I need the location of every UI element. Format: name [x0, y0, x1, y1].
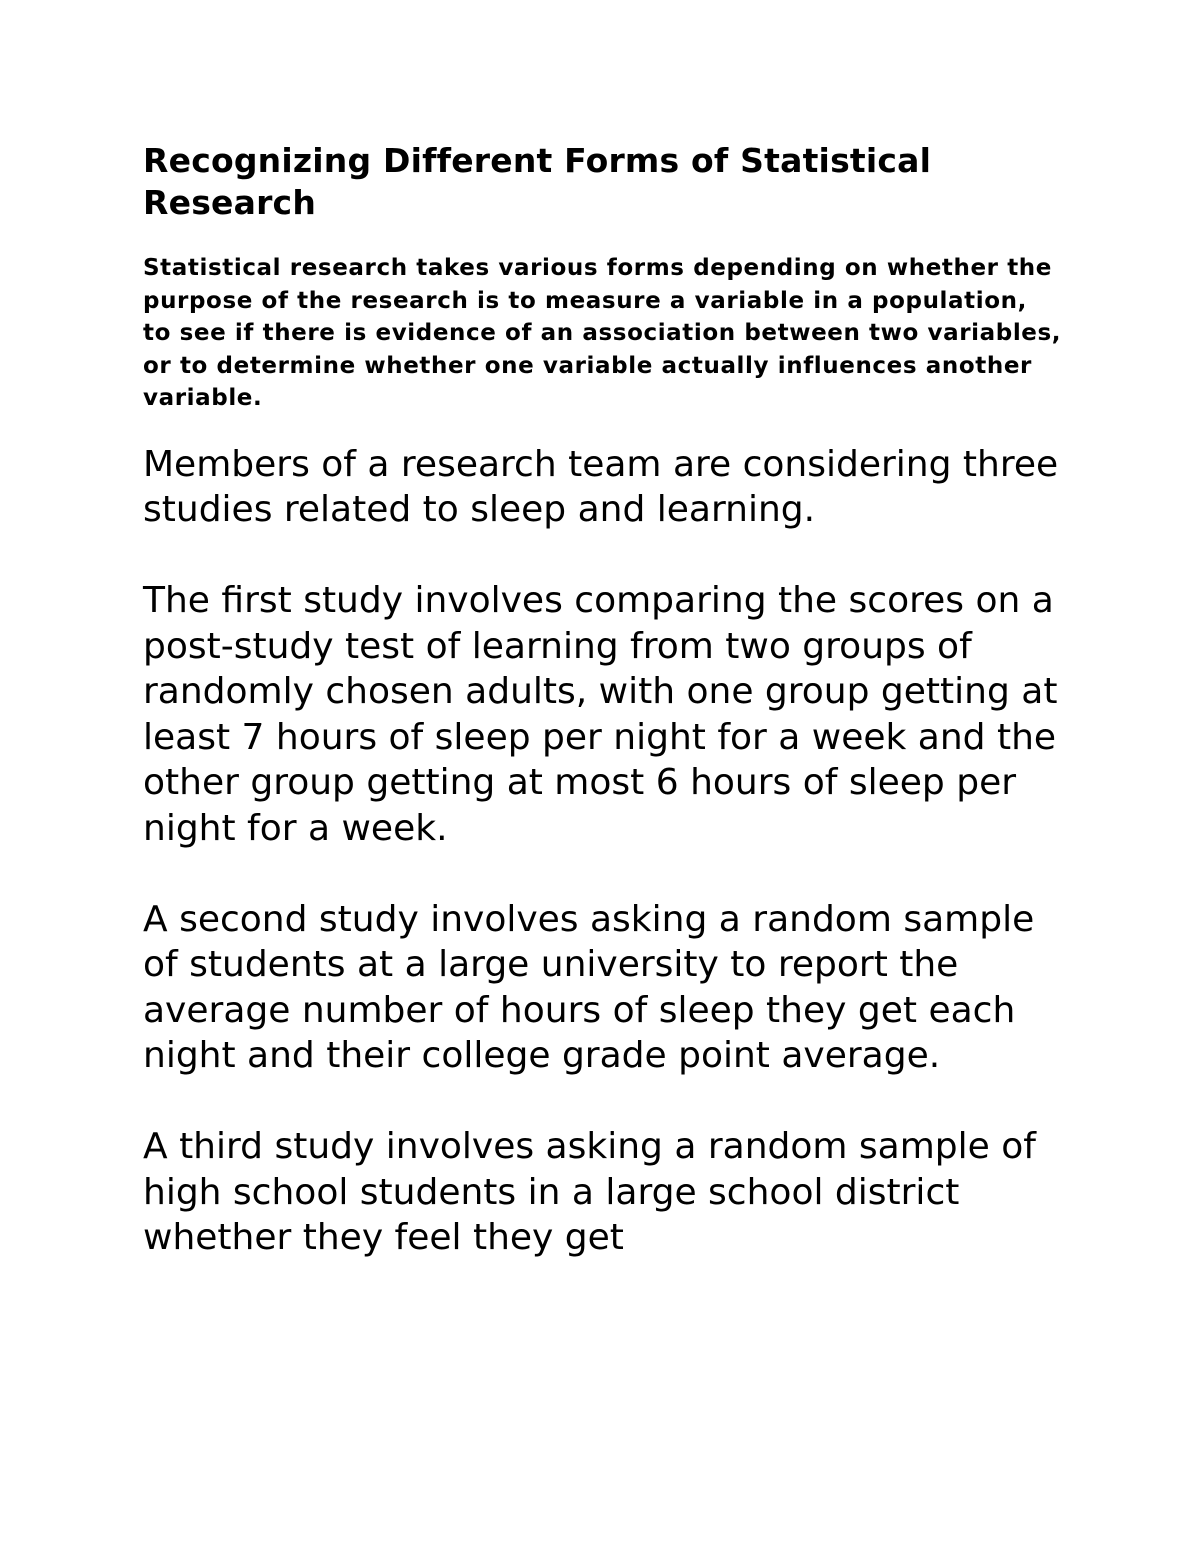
intro-paragraph: Statistical research takes various forms depending on whether the purpose of the research is to measure a variable in a population, to see if there is evidence of an association between two variables, or to determine whether one variable actually influences another variable. — [143, 255, 1062, 411]
paragraph-second-study: A second study involves asking a random sample of students at a large university to report the average number of hours of sleep they get each night and their college grade point average. — [143, 898, 1035, 1076]
document-title: Recognizing Different Forms of Statistical Research — [143, 141, 932, 222]
paragraph-research-team: Members of a research team are considering three studies related to sleep and learning. — [143, 443, 1059, 530]
document-content — [143, 140, 1063, 1261]
paragraph-third-study: A third study involves asking a random sample of high school students in a large school district whether they feel they get — [143, 1126, 1036, 1258]
paragraph-first-study: The first study involves comparing the scores on a post-study test of learning from two groups of randomly chosen adults, with one group getting at least 7 hours of sleep per night for a week and the other group getting at most 6 hours of sleep per night for a week. — [143, 580, 1058, 849]
